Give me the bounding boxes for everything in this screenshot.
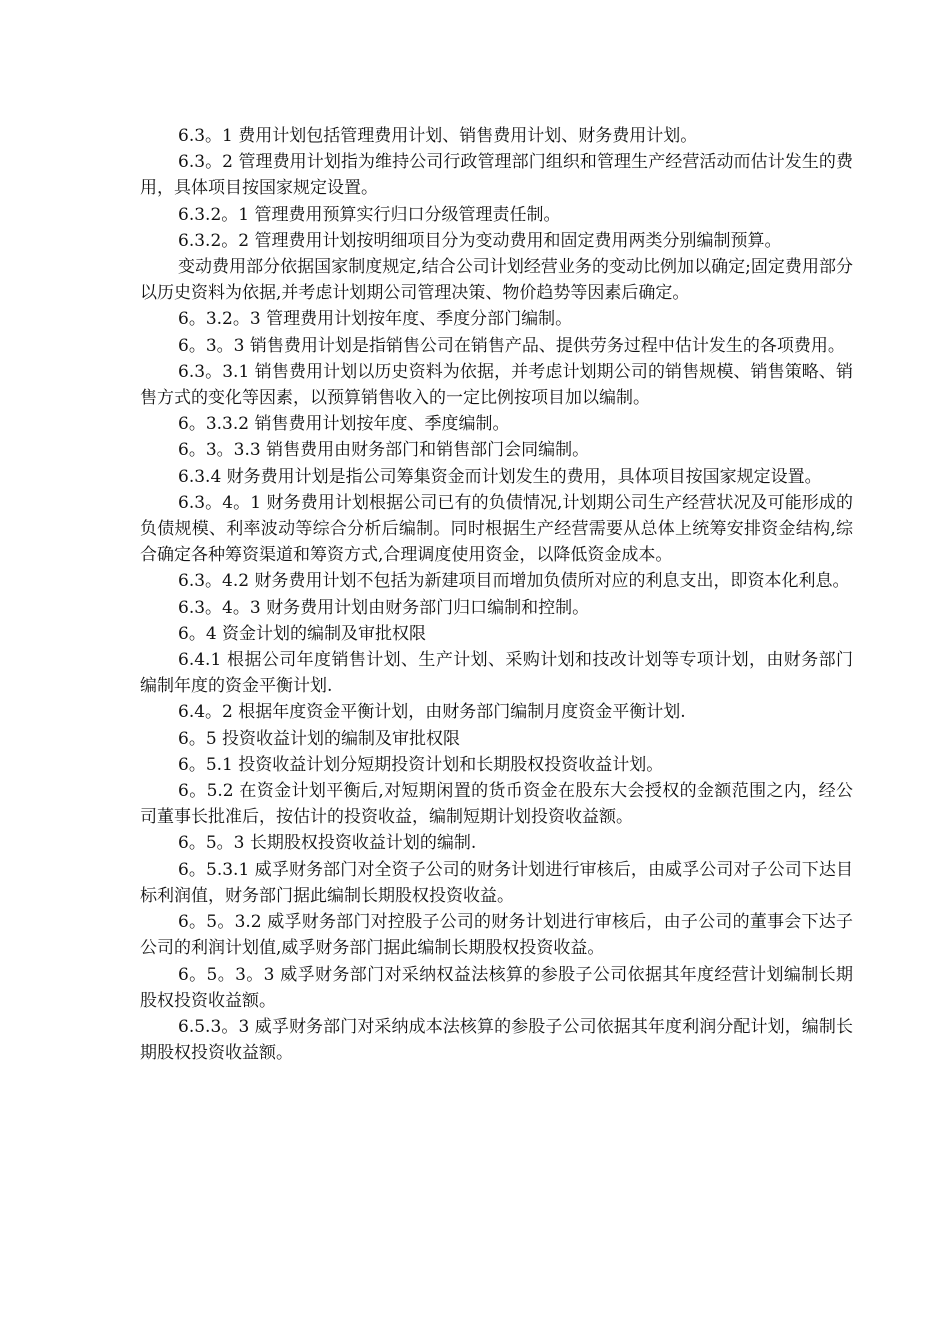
paragraph: 6。5.2 在资金计划平衡后,对短期闲置的货币资金在股东大会授权的金额范围之内，经公司董事长批准后，按估计的投资收益，编制短期计划投资收益额。 [140, 781, 853, 828]
paragraph: 6。3.2。3 管理费用计划按年度、季度分部门编制。 [178, 309, 573, 330]
document-body [140, 123, 853, 1066]
paragraph: 6.5.3。3 威孚财务部门对采纳成本法核算的参股子公司依据其年度利润分配计划，编制长期股权投资收益额。 [140, 1016, 853, 1064]
paragraph: 6.4。2 根据年度资金平衡计划，由财务部门编制月度资金平衡计划. [178, 702, 686, 723]
paragraph: 6.3.2。1 管理费用预算实行归口分级管理责任制。 [178, 204, 561, 225]
paragraph: 6.4.1 根据公司年度销售计划、生产计划、采购计划和技改计划等专项计划，由财务部门编制年度的资金平衡计划. [140, 650, 853, 697]
paragraph: 6.3。1 费用计划包括管理费用计划、销售费用计划、财务费用计划。 [178, 126, 698, 146]
paragraph: 6。3.3.2 销售费用计划按年度、季度编制。 [178, 414, 510, 435]
paragraph: 6.3。4。1 财务费用计划根据公司已有的负债情况,计划期公司生产经营状况及可能形成的负债规模、利率波动等综合分析后编制。同时根据生产经营需要从总体上统筹安排资金结构,综合确定各种筹资渠道和筹资方式,合理调度使用资金，以降低资金成本。 [140, 492, 853, 566]
paragraph: 6.3。4.2 财务费用计划不包括为新建项目而增加负债所对应的利息支出，即资本化利息。 [178, 571, 850, 592]
paragraph: 6。5.1 投资收益计划分短期投资计划和长期股权投资收益计划。 [178, 754, 664, 775]
paragraph: 6.3.4 财务费用计划是指公司筹集资金而计划发生的费用，具体项目按国家规定设置。 [178, 466, 822, 487]
paragraph: 6.3.2。2 管理费用计划按明细项目分为变动费用和固定费用两类分别编制预算。 [178, 230, 782, 251]
paragraph: 6。4 资金计划的编制及审批权限 [178, 623, 427, 644]
paragraph: 6。5。3。3 威孚财务部门对采纳权益法核算的参股子公司依据其年度经营计划编制长期股权投资收益额。 [140, 964, 853, 1011]
paragraph: 6。5。3 长期股权投资收益计划的编制. [178, 833, 477, 854]
paragraph: 6。5 投资收益计划的编制及审批权限 [178, 728, 461, 749]
paragraph: 6。3。3.3 销售费用由财务部门和销售部门会同编制。 [178, 440, 590, 461]
paragraph: 6.3。4。3 财务费用计划由财务部门归口编制和控制。 [178, 597, 590, 618]
paragraph: 6。3。3 销售费用计划是指销售公司在销售产品、提供劳务过程中估计发生的各项费用。 [178, 335, 845, 356]
paragraph: 6。5。3.2 威孚财务部门对控股子公司的财务计划进行审核后，由子公司的董事会下达子公司的利润计划值,威孚财务部门据此编制长期股权投资收益。 [140, 912, 853, 959]
paragraph: 6.3。2 管理费用计划指为维持公司行政管理部门组织和管理生产经营活动而估计发生的费用，具体项目按国家规定设置。 [140, 152, 853, 199]
paragraph: 6.3。3.1 销售费用计划以历史资料为依据，并考虑计划期公司的销售规模、销售策略、销售方式的变化等因素，以预算销售收入的一定比例按项目加以编制。 [140, 361, 853, 409]
paragraph: 6。5.3.1 威孚财务部门对全资子公司的财务计划进行审核后，由威孚公司对子公司下达目标利润值，财务部门据此编制长期股权投资收益。 [140, 859, 853, 906]
paragraph: 变动费用部分依据国家制度规定,结合公司计划经营业务的变动比例加以确定;固定费用部分以历史资料为依据,并考虑计划期公司管理决策、物价趋势等因素后确定。 [140, 257, 853, 304]
